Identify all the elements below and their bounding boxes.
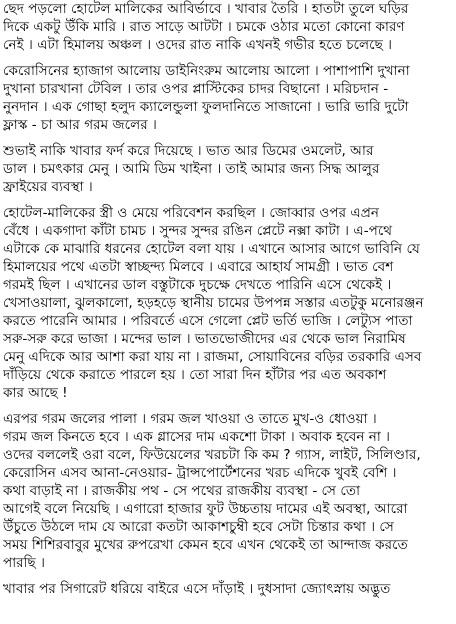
paragraph-gap (3, 134, 455, 142)
text-line: হিমালয়ের পথে এতটা স্বাচ্ছন্দ্য মিলবে । এবারে আহার্য সামগ্রী । ভাত বেশ (3, 259, 394, 275)
paragraph-5 (3, 410, 455, 572)
text-line: খাবার পর সিগারেট ধরিয়ে বাইরে এসে দাঁড়াই । দুধসাদা জ্যোৎস্নায় অদ্ভুত (3, 581, 391, 597)
text-line: গরমই ছিল । এখানের ডাল বস্তুটাকে দুচক্ষে দেখতে পারিনি এসে থেকেই । (3, 277, 392, 293)
document-body (3, 0, 455, 624)
text-line: হোটেল-মালিকের স্ত্রী ও মেয়ে পরিবেশন করছিল । জোব্বার ওপর এপ্রন (3, 205, 380, 221)
text-line: এটাকে কে মাঝারি ধরনের হোটেল বলা যায় । এখানে আসার আগে ভাবিনি যে (3, 241, 420, 257)
paragraph-gap (3, 572, 455, 580)
text-line: নুনদান । এক গোছা হলুদ ক্যালেন্ডুলা ফুলদানিতে সাজানো । ভারি ভারি দুটো (3, 99, 409, 115)
text-line: গরম জল কিনতে হবে । এক গ্লাসের দাম একশো টাকা । অবাক হবেন না । (3, 429, 391, 445)
text-line: ওদের বললেই ওরা বলে, ফিউয়েলের খরচটা কি কম ? গ্যাস, লাইট, সিলিণ্ডার, (3, 447, 421, 463)
text-line: ফ্লাস্ক - চা আর গরম জলের । (3, 117, 157, 133)
text-line: সময় শিশিরবাবুর মুখের রুপরেখা কেমন হবে এখন থেকেই তা আন্দাজ করতে (3, 537, 408, 553)
paragraph-gap (3, 402, 455, 410)
text-line: কেরোসিনের হ্যাজাগ আলোয় ডাইনিংরুম আলোয় আলো । পাশাপাশি দুখানা (3, 63, 410, 79)
text-line: বেঁধে । একগাদা কাঁটা চামচ । সুন্দর সুন্দর রঙিন প্লেটে নক্সা কাটা । এ-পথে (3, 223, 393, 239)
text-line: এরপর গরম জলের পালা । গরম জল খাওয়া ও তাতে মুখ-ও ধোওয়া । (3, 411, 377, 427)
text-line: দুখানা চারখানা টেবিল । তার ওপর প্লাস্টিকের চাদর বিছানো । মরিচদান - (3, 81, 389, 97)
text-line: উঁচুতে উঠলে দাম যে আরো কতটা আকাশচুম্বী হবে সেটা চিন্তার কথা । সে (3, 519, 394, 535)
paragraph-2 (3, 62, 455, 134)
text-line: নেই । এটা হিমালয় অঞ্চল । ওদের রাত নাকি এখনই গভীর হতে চলেছে । (3, 37, 393, 53)
paragraph-3 (3, 142, 455, 196)
text-line: সরু-সরু করে ভাজা । মন্দের ভাল । ভাতভোজীদের এর থেকে ভাল নিরামিষ (3, 331, 406, 347)
text-line: আগেই বলে নিয়েছি । এগারো হাজার ফুট উচ্চতায় দামের এই অবস্থা, আরো (3, 501, 408, 517)
paragraph-gap (3, 54, 455, 62)
text-line: শুভাই নাকি খাবার ফর্দ করে দিয়েছে । ভাত আর ডিমের ওমলেট, আর (3, 143, 374, 159)
paragraph-1 (3, 0, 455, 54)
text-line: ছেদ পড়লো হোটেল মালিকের আবির্ভাবে । খাবার তৈরি । হাতটা তুলে ঘড়ির (3, 1, 409, 17)
text-line: মেনু এদিকে আর আশা করা যায় না । রাজমা, সোয়াবিনের বড়ির তরকারি এসব (3, 349, 422, 365)
text-line: কার আছে ! (3, 385, 68, 401)
text-line: কেরোসিন এসব আনা-নেওয়ার- ট্রান্সপোর্টেশনের খরচ এদিকে খুবই বেশি । (3, 465, 397, 481)
text-line: কথা বাড়াই না । রাজকীয় পথ - সে পথের রাজকীয় ব্যবস্থা - সে তো (3, 483, 361, 499)
text-line: দাঁড়িয়ে থেকে করাতে পারলে হয় । তো সারা দিন হাঁটার পর এত অবকাশ (3, 367, 387, 383)
paragraph-6 (3, 580, 455, 598)
text-line: পারছি । (3, 555, 45, 571)
text-line: দিকে একটু উঁকি মারি । রাত সাড়ে আটটা । চমকে ওঠার মতো কোনো কারণ (3, 19, 405, 35)
text-line: ডাল । চমৎকার মেনু । আমি ডিম খাইনা । তাই আমার জন্য সিদ্ধ আলুর (3, 161, 380, 177)
text-line: করতে পারেনি আমার । পরিবর্তে এসে গেলো প্লেট ভর্তি ভাজি । লেট্যুস পাতা (3, 313, 413, 329)
paragraph-gap (3, 196, 455, 204)
text-line: ফ্রাইয়ের ব্যবস্থা । (3, 179, 93, 195)
text-line: খেসাওয়ালা, ঝুলকালো, হড়হড়ে স্থানীয় চামের উপপন্ন সস্তার এতটুকু মনোরঞ্জন (3, 295, 424, 311)
paragraph-4 (3, 204, 455, 402)
